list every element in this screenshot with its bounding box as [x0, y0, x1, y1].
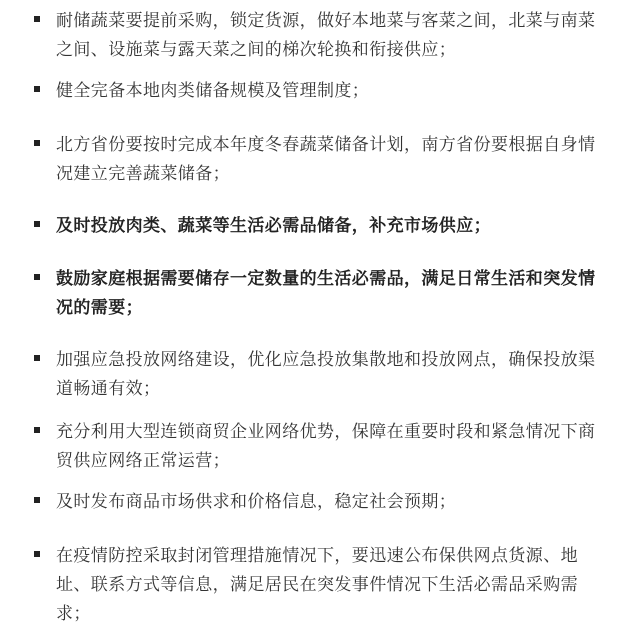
- list-item-text: 及时发布商品市场供求和价格信息，稳定社会预期；: [56, 492, 457, 512]
- list-item: [44, 7, 600, 65]
- square-bullet-icon: [34, 140, 40, 146]
- list-item-text: 耐储蔬菜要提前采购，锁定货源，做好本地菜与客菜之间，北菜与南菜之间、设施菜与露天菜之间的梯次轮换和衔接供应；: [56, 11, 596, 60]
- list-item-text: 加强应急投放网络建设，优化应急投放集散地和投放网点，确保投放渠道畅通有效；: [56, 350, 596, 399]
- square-bullet-icon: [34, 86, 40, 92]
- list-item: [44, 77, 600, 106]
- list-item: [44, 488, 600, 517]
- list-item: [44, 346, 600, 404]
- list-item-text: 北方省份要按时完成本年度冬春蔬菜储备计划，南方省份要根据自身情况建立完善蔬菜储备；: [56, 135, 596, 184]
- list-item: [44, 212, 600, 241]
- square-bullet-icon: [34, 355, 40, 361]
- square-bullet-icon: [34, 551, 40, 557]
- square-bullet-icon: [34, 427, 40, 433]
- list-item: [44, 265, 600, 323]
- list-item-text: 健全完备本地肉类储备规模及管理制度；: [56, 81, 370, 101]
- list-item-text: 鼓励家庭根据需要储存一定数量的生活必需品，满足日常生活和突发情况的需要；: [56, 269, 596, 318]
- list-item-text: 在疫情防控采取封闭管理措施情况下，要迅速公布保供网点货源、地址、联系方式等信息，满足居民在突发事件情况下生活必需品采购需求；: [56, 546, 578, 624]
- square-bullet-icon: [34, 497, 40, 503]
- square-bullet-icon: [34, 221, 40, 227]
- square-bullet-icon: [34, 274, 40, 280]
- list-item: [44, 542, 600, 629]
- list-item-text: 及时投放肉类、蔬菜等生活必需品储备，补充市场供应；: [56, 216, 491, 236]
- list-item: [44, 131, 600, 189]
- list-item-text: 充分利用大型连锁商贸企业网络优势，保障在重要时段和紧急情况下商贸供应网络正常运营；: [56, 422, 596, 471]
- list-item: [44, 418, 600, 476]
- square-bullet-icon: [34, 16, 40, 22]
